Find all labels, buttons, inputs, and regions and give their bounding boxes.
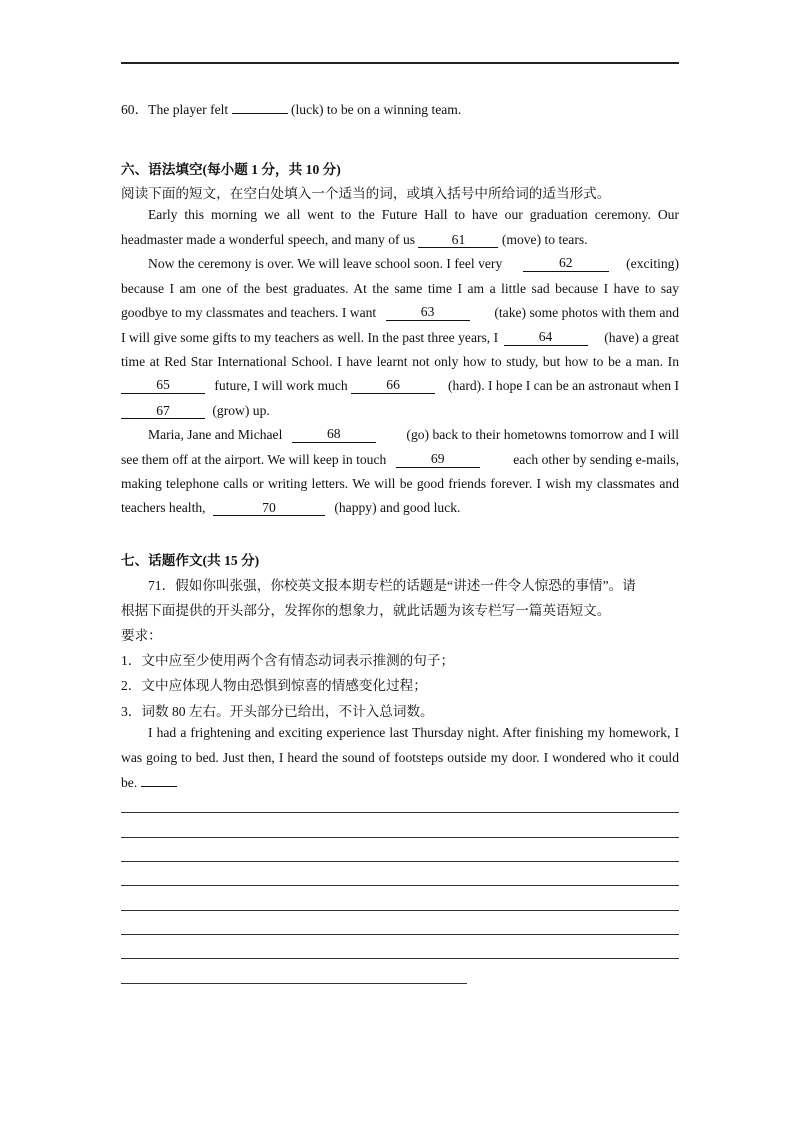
passage-line-10	[148, 427, 679, 443]
blank-64[interactable]: 64	[504, 330, 588, 346]
writing-line[interactable]	[121, 910, 679, 911]
passage-line-4: because I am one of the best graduates. At the same time I am a little sad because I have to say	[121, 281, 679, 296]
writing-line-last[interactable]	[121, 983, 467, 984]
passage-line-11	[121, 452, 679, 468]
text: Maria, Jane and Michael	[148, 427, 286, 442]
section-7-heading: 七、话题作文(共 15 分)	[121, 553, 260, 568]
text: goodbye to my classmates and teachers. I want	[121, 305, 380, 320]
text: (hard). I hope I can be an astronaut when I	[444, 378, 679, 393]
writing-line[interactable]	[121, 861, 679, 862]
blank-63[interactable]: 63	[386, 305, 470, 321]
text: teachers health,	[121, 500, 209, 515]
text: (go) back to their hometowns tomorrow and I will	[403, 427, 679, 442]
section-6-instruction: 阅读下面的短文，在空白处填入一个适当的词，或填入括号中所给词的适当形式。	[121, 186, 611, 201]
passage-line-13	[121, 500, 679, 516]
requirements-label: 要求：	[121, 628, 162, 643]
blank-69[interactable]: 69	[396, 452, 480, 468]
header-rule	[121, 62, 679, 64]
requirement-1: 1．文中应至少使用两个含有情态动词表示推测的句子；	[121, 653, 455, 668]
text: be.	[121, 775, 141, 790]
text: (move) to tears.	[498, 232, 588, 247]
writing-line[interactable]	[121, 885, 679, 886]
text: Now the ceremony is over. We will leave school soon. I feel very	[148, 256, 506, 271]
passage-line-2	[121, 232, 679, 248]
blank-68[interactable]: 68	[292, 427, 376, 443]
passage-line-8	[121, 378, 679, 394]
text: (have) a great	[600, 330, 679, 345]
writing-line[interactable]	[121, 958, 679, 959]
question-60	[121, 98, 679, 118]
blank-61[interactable]: 61	[418, 233, 498, 248]
writing-line[interactable]	[121, 837, 679, 838]
text: headmaster made a wonderful speech, and many of us	[121, 232, 419, 247]
blank-65[interactable]: 65	[121, 378, 205, 394]
passage-line-1: Early this morning we all went to the Future Hall to have our graduation ceremony. Our	[148, 207, 679, 222]
text: each other by sending e-mails,	[509, 452, 679, 467]
writing-prompt-line-2: 根据下面提供的开头部分，发挥你的想象力，就此话题为该专栏写一篇英语短文。	[121, 603, 611, 618]
story-start-line-1: I had a frightening and exciting experience last Thursday night. After finishing my homework, I	[148, 725, 679, 740]
text: (take) some photos with them and	[490, 305, 679, 320]
story-continuation-blank[interactable]	[141, 785, 177, 787]
q60-text-after: (luck) to be on a winning team.	[287, 102, 462, 117]
blank-67[interactable]: 67	[121, 404, 205, 419]
story-start-line-2: was going to bed. Just then, I heard the sound of footsteps outside my door. I wondered who it could	[121, 750, 679, 765]
passage-line-5	[121, 305, 679, 321]
requirement-3: 3．词数 80 左右。开头部分已给出，不计入总词数。	[121, 704, 434, 719]
passage-line-3	[148, 256, 679, 272]
story-start-line-3	[121, 775, 679, 791]
blank-66[interactable]: 66	[351, 378, 435, 394]
passage-line-6	[121, 330, 679, 346]
blank-70[interactable]: 70	[213, 501, 325, 516]
blank-62[interactable]: 62	[523, 256, 609, 272]
writing-line[interactable]	[121, 812, 679, 813]
text: (happy) and good luck.	[330, 500, 461, 515]
text: see them off at the airport. We will keep in touch	[121, 452, 390, 467]
text: (grow) up.	[209, 403, 270, 418]
passage-line-7: time at Red Star International School. I have learnt not only how to study, but how to be a man. In	[121, 354, 679, 369]
writing-line[interactable]	[121, 934, 679, 935]
q60-blank[interactable]	[232, 112, 288, 114]
text: future, I will work much	[211, 378, 352, 393]
passage-line-9	[121, 403, 679, 419]
text: I will give some gifts to my teachers as well. In the past three years, I	[121, 330, 502, 345]
section-6-heading: 六、语法填空(每小题 1 分，共 10 分)	[121, 162, 341, 177]
q60-text-before: 60．The player felt	[121, 102, 232, 117]
passage-line-12: making telephone calls or writing letters. We will be good friends forever. I wish my classmates and	[121, 476, 679, 491]
requirement-2: 2．文中应体现人物由恐惧到惊喜的情感变化过程；	[121, 678, 427, 693]
text: (exciting)	[622, 256, 679, 271]
writing-prompt-line-1: 71．假如你叫张强，你校英文报本期专栏的话题是“讲述一件令人惊恐的事情”。请	[148, 578, 636, 593]
